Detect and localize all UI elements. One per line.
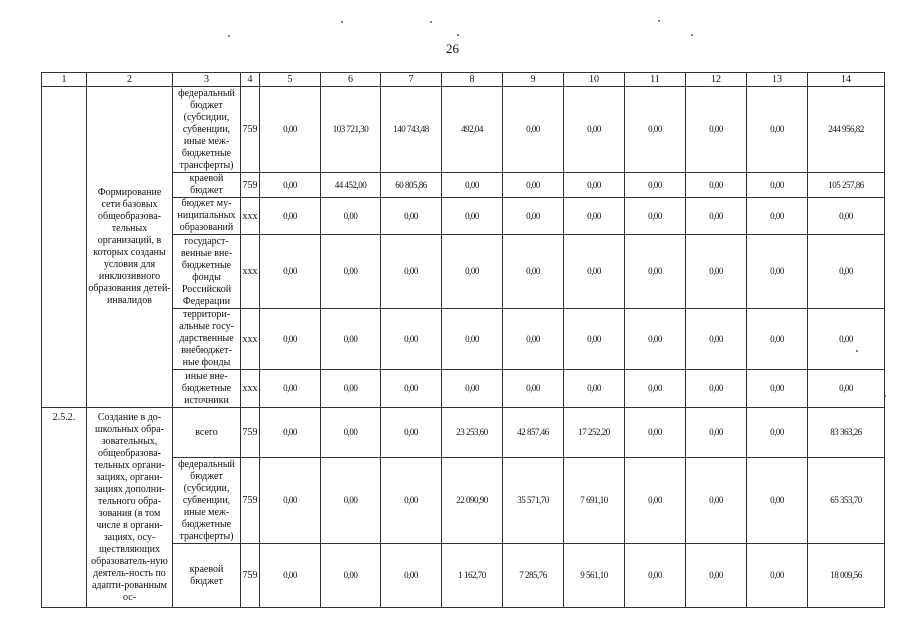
value-cell: 83 363,26: [808, 408, 885, 458]
table-row: [42, 408, 885, 458]
value-cell: 22 090,90: [442, 458, 503, 544]
budget-table: [41, 72, 885, 608]
grbs-code: 759: [241, 408, 260, 458]
table-row: [42, 87, 885, 173]
value-cell: 140 743,48: [381, 87, 442, 173]
column-number: 1: [42, 73, 87, 87]
value-cell: 492,04: [442, 87, 503, 173]
value-cell: 0,00: [381, 309, 442, 370]
value-cell: 7 285,76: [503, 544, 564, 608]
value-cell: 0,00: [625, 309, 686, 370]
value-cell: 0,00: [808, 309, 885, 370]
value-cell: 0,00: [442, 173, 503, 198]
column-number: 8: [442, 73, 503, 87]
value-cell: 9 561,10: [564, 544, 625, 608]
page-number: 26: [446, 41, 459, 56]
value-cell: 244 956,82: [808, 87, 885, 173]
column-number: 11: [625, 73, 686, 87]
value-cell: 0,00: [747, 370, 808, 408]
grbs-code: xxx: [241, 370, 260, 408]
value-cell: 0,00: [808, 370, 885, 408]
column-number: 12: [686, 73, 747, 87]
value-cell: 0,00: [686, 173, 747, 198]
value-cell: 105 257,86: [808, 173, 885, 198]
value-cell: 0,00: [321, 544, 381, 608]
value-cell: 0,00: [564, 173, 625, 198]
item-code: 2.5.2.: [42, 408, 87, 608]
value-cell: 0,00: [321, 235, 381, 309]
column-number: 2: [87, 73, 173, 87]
value-cell: 0,00: [503, 198, 564, 235]
column-number: 13: [747, 73, 808, 87]
value-cell: 0,00: [260, 235, 321, 309]
value-cell: 0,00: [686, 235, 747, 309]
item-code: [42, 87, 87, 408]
column-number: 9: [503, 73, 564, 87]
value-cell: 0,00: [686, 544, 747, 608]
funding-source: краевой бюджет: [173, 173, 241, 198]
scan-speck: [658, 20, 660, 22]
funding-source: федеральный бюджет (субсидии, субвенции, иные меж-бюджетные трансферты): [173, 87, 241, 173]
value-cell: 0,00: [625, 198, 686, 235]
value-cell: 0,00: [442, 235, 503, 309]
value-cell: 1 162,70: [442, 544, 503, 608]
value-cell: 7 691,10: [564, 458, 625, 544]
value-cell: 0,00: [686, 309, 747, 370]
value-cell: 0,00: [747, 408, 808, 458]
value-cell: 0,00: [747, 235, 808, 309]
column-number-row: [42, 73, 885, 87]
value-cell: 0,00: [381, 198, 442, 235]
value-cell: 0,00: [381, 544, 442, 608]
value-cell: 0,00: [260, 458, 321, 544]
value-cell: 0,00: [625, 370, 686, 408]
column-number: 3: [173, 73, 241, 87]
value-cell: 0,00: [321, 309, 381, 370]
value-cell: 0,00: [564, 235, 625, 309]
value-cell: 0,00: [381, 408, 442, 458]
value-cell: 0,00: [503, 235, 564, 309]
scan-speck: [430, 21, 432, 23]
grbs-code: xxx: [241, 235, 260, 309]
value-cell: 0,00: [625, 408, 686, 458]
column-number: 10: [564, 73, 625, 87]
value-cell: 0,00: [260, 198, 321, 235]
value-cell: 0,00: [503, 173, 564, 198]
value-cell: 0,00: [442, 198, 503, 235]
column-number: 14: [808, 73, 885, 87]
value-cell: 0,00: [260, 173, 321, 198]
value-cell: 0,00: [747, 173, 808, 198]
scan-speck: [341, 21, 343, 23]
value-cell: 0,00: [747, 309, 808, 370]
scan-speck: [228, 35, 230, 37]
value-cell: 44 452,00: [321, 173, 381, 198]
value-cell: 0,00: [747, 458, 808, 544]
column-number: 4: [241, 73, 260, 87]
funding-source: краевой бюджет: [173, 544, 241, 608]
value-cell: 0,00: [564, 309, 625, 370]
value-cell: 0,00: [260, 309, 321, 370]
value-cell: 0,00: [321, 408, 381, 458]
funding-source: бюджет му-ниципальных образований: [173, 198, 241, 235]
value-cell: 35 571,70: [503, 458, 564, 544]
measure-description: Формирование сети базовых общеобразова-тельных организаций, в которых созданы условия для инклюзивного образования детей-инвалидов: [87, 87, 173, 408]
value-cell: 0,00: [381, 370, 442, 408]
value-cell: 0,00: [625, 544, 686, 608]
value-cell: 65 353,70: [808, 458, 885, 544]
funding-source: федеральный бюджет (субсидии, субвенции, иные меж-бюджетные трансферты): [173, 458, 241, 544]
value-cell: 0,00: [747, 198, 808, 235]
grbs-code: 759: [241, 458, 260, 544]
value-cell: 42 857,46: [503, 408, 564, 458]
column-number: 7: [381, 73, 442, 87]
value-cell: 0,00: [503, 309, 564, 370]
value-cell: 0,00: [381, 235, 442, 309]
grbs-code: 759: [241, 173, 260, 198]
value-cell: 0,00: [442, 370, 503, 408]
value-cell: 0,00: [503, 370, 564, 408]
value-cell: 0,00: [381, 458, 442, 544]
value-cell: 0,00: [442, 309, 503, 370]
value-cell: 0,00: [686, 370, 747, 408]
column-number: 6: [321, 73, 381, 87]
value-cell: 17 252,20: [564, 408, 625, 458]
value-cell: 0,00: [686, 458, 747, 544]
value-cell: 0,00: [321, 458, 381, 544]
scan-speck: [691, 34, 693, 36]
value-cell: 60 805,86: [381, 173, 442, 198]
value-cell: 0,00: [564, 87, 625, 173]
value-cell: 0,00: [260, 544, 321, 608]
value-cell: 0,00: [564, 370, 625, 408]
value-cell: 0,00: [321, 198, 381, 235]
value-cell: 0,00: [625, 235, 686, 309]
value-cell: 0,00: [564, 198, 625, 235]
funding-source: территори-альные госу-дарственные внебюджет-ные фонды: [173, 309, 241, 370]
value-cell: 0,00: [260, 87, 321, 173]
grbs-code: 759: [241, 87, 260, 173]
grbs-code: xxx: [241, 198, 260, 235]
value-cell: 0,00: [747, 87, 808, 173]
value-cell: 103 721,30: [321, 87, 381, 173]
value-cell: 18 009,56: [808, 544, 885, 608]
value-cell: 0,00: [625, 87, 686, 173]
value-cell: 0,00: [625, 173, 686, 198]
value-cell: 0,00: [321, 370, 381, 408]
funding-source: всего: [173, 408, 241, 458]
grbs-code: xxx: [241, 309, 260, 370]
value-cell: 0,00: [260, 408, 321, 458]
funding-source: иные вне-бюджетные источники: [173, 370, 241, 408]
value-cell: 0,00: [260, 370, 321, 408]
value-cell: 0,00: [808, 198, 885, 235]
grbs-code: 759: [241, 544, 260, 608]
scan-speck: [457, 34, 459, 36]
column-number: 5: [260, 73, 321, 87]
value-cell: 0,00: [686, 87, 747, 173]
value-cell: 0,00: [503, 87, 564, 173]
funding-source: государст-венные вне-бюджетные фонды Российской Федерации: [173, 235, 241, 309]
measure-description: Создание в до-школьных обра-зовательных, общеобразова-тельных органи-зациях, органи-зациях дополни-тельного обра-зования (в том числе в органи-зациях, осу-ществляющих образователь-ную деятель-ность по адапти-рованным ос-: [87, 408, 173, 608]
value-cell: 23 253,60: [442, 408, 503, 458]
value-cell: 0,00: [686, 198, 747, 235]
value-cell: 0,00: [747, 544, 808, 608]
value-cell: 0,00: [686, 408, 747, 458]
value-cell: 0,00: [625, 458, 686, 544]
value-cell: 0,00: [808, 235, 885, 309]
